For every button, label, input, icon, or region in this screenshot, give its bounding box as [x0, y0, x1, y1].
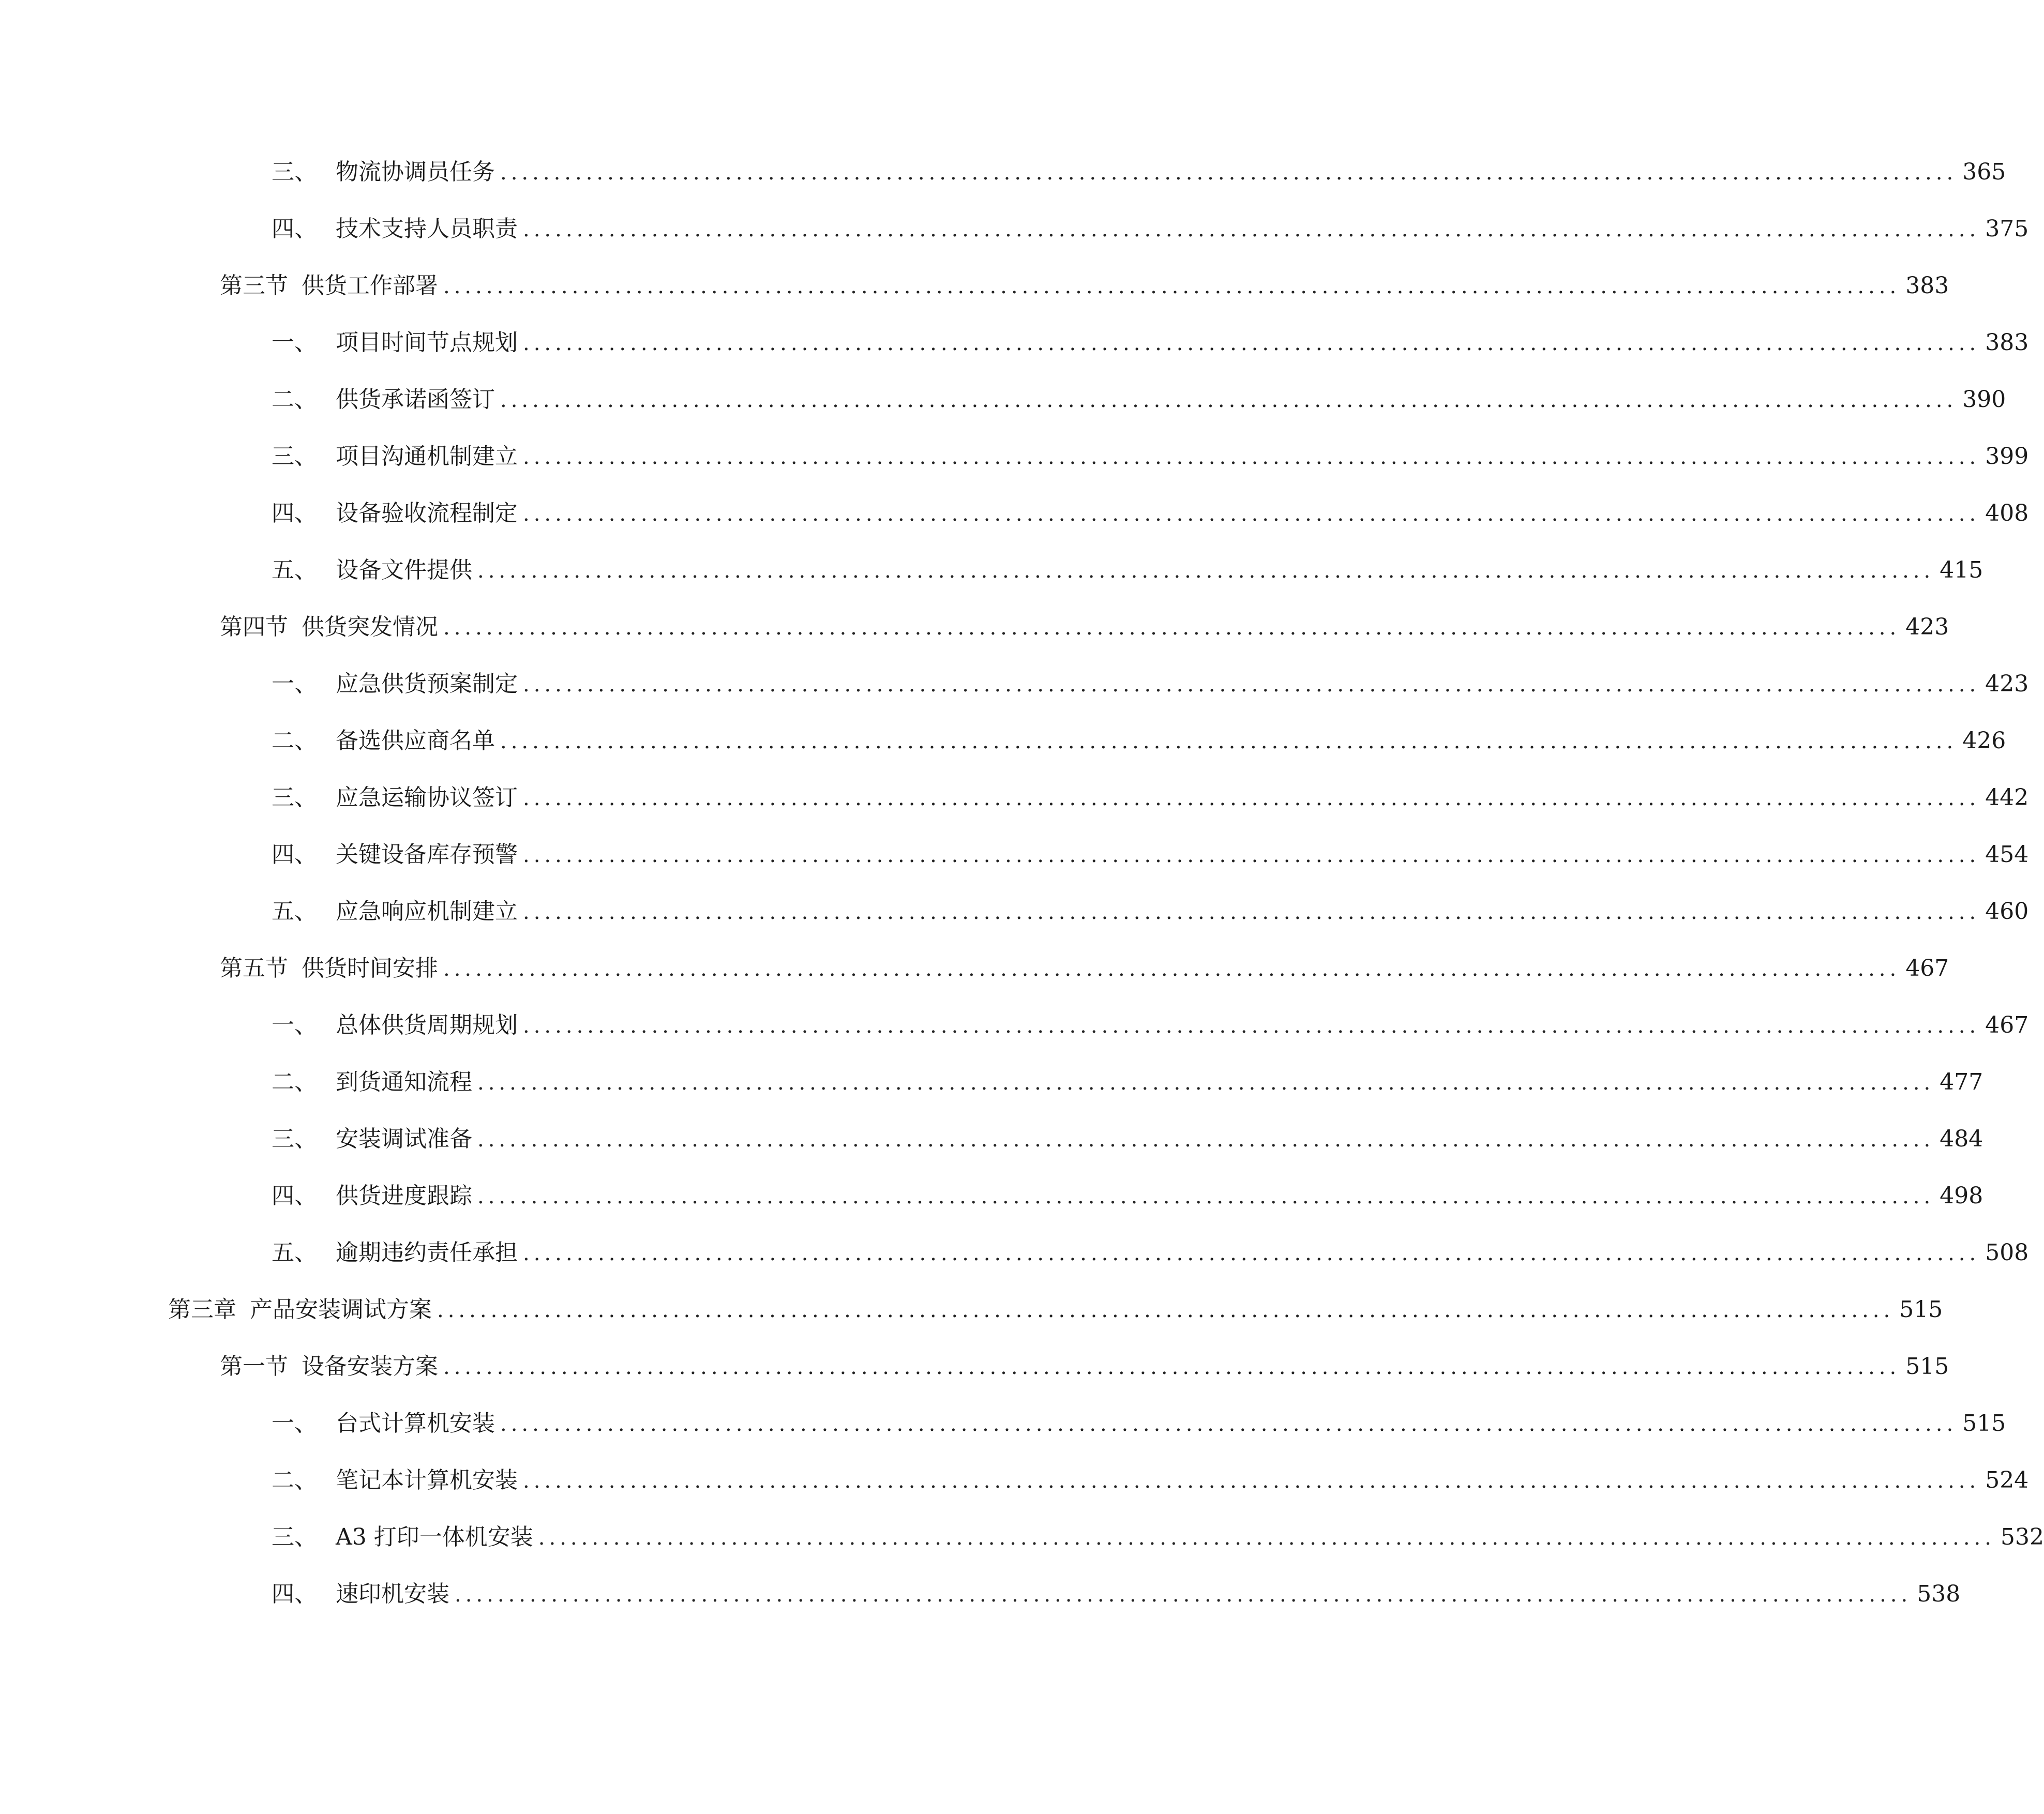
toc-entry-title: 供货承诺函签订 [336, 386, 495, 413]
toc-entry-number: 三、 [272, 443, 317, 470]
toc-entry-number: 二、 [272, 1467, 317, 1493]
toc-entry-title: 设备验收流程制定 [336, 500, 518, 526]
toc-entry[interactable] [272, 1118, 1983, 1160]
toc-entry-title: 供货突发情况 [302, 614, 438, 640]
toc-dot-leader: ........................................................................................................................................ [523, 502, 1980, 526]
toc-entry[interactable] [220, 265, 1949, 307]
toc-entry-number: 四、 [272, 500, 317, 526]
toc-dot-leader: ........................................................................................................................................ [523, 1469, 1980, 1493]
toc-entry[interactable] [272, 834, 2029, 875]
toc-entry-page: 508 [1985, 1239, 2029, 1266]
toc-entry-page: 365 [1962, 159, 2006, 185]
toc-entry[interactable] [220, 948, 1949, 989]
toc-entry-page: 423 [1905, 614, 1949, 640]
toc-entry-number: 第三章 [168, 1296, 236, 1323]
toc-entry-title: 设备安装方案 [302, 1353, 438, 1380]
toc-entry-page: 484 [1940, 1126, 1983, 1152]
toc-dot-leader: ........................................................................................................................................ [477, 559, 1935, 583]
toc-entry-page: 442 [1985, 784, 2029, 811]
toc-entry-number: 三、 [272, 1524, 317, 1550]
toc-entry-page: 538 [1917, 1581, 1961, 1607]
toc-entry-page: 390 [1962, 386, 2006, 413]
toc-entry[interactable] [220, 1346, 1949, 1387]
toc-entry-page: 423 [1985, 671, 2029, 697]
toc-entry[interactable] [272, 1460, 2029, 1501]
toc-dot-leader: ........................................................................................................................................ [500, 1412, 1958, 1436]
toc-entry-number: 三、 [272, 784, 317, 811]
toc-entry-number: 三、 [272, 1126, 317, 1152]
toc-dot-leader: ........................................................................................................................................ [523, 843, 1980, 867]
toc-entry[interactable] [272, 720, 2006, 762]
toc-entry-title: 关键设备库存预警 [336, 841, 518, 868]
toc-entry-page: 515 [1899, 1296, 1943, 1323]
toc-entry-title: 台式计算机安装 [336, 1410, 495, 1437]
toc-entry-title: 速印机安装 [336, 1581, 449, 1607]
toc-entry-number: 第四节 [220, 614, 288, 640]
toc-entry-page: 460 [1985, 898, 2029, 925]
toc-dot-leader: ........................................................................................................................................ [523, 1014, 1980, 1038]
toc-entry-title: 项目沟通机制建立 [336, 443, 518, 470]
toc-dot-leader: ........................................................................................................................................ [443, 957, 1901, 981]
toc-entry-number: 二、 [272, 1069, 317, 1095]
toc-entry-page: 498 [1940, 1183, 1983, 1209]
toc-entry[interactable] [272, 1574, 1961, 1615]
toc-entry-number: 五、 [272, 1239, 317, 1266]
toc-entry-number: 一、 [272, 1012, 317, 1038]
toc-entry[interactable] [272, 322, 2029, 364]
toc-entry-number: 五、 [272, 898, 317, 925]
toc-entry-title: A3 打印一体机安装 [336, 1524, 533, 1550]
toc-dot-leader: ........................................................................................................................................ [523, 218, 1980, 241]
toc-entry-title: 应急运输协议签订 [336, 784, 518, 811]
toc-entry[interactable] [272, 777, 2029, 819]
toc-dot-leader: ........................................................................................................................................ [443, 275, 1901, 298]
toc-entry-number: 二、 [272, 386, 317, 413]
toc-entry-page: 524 [1985, 1467, 2029, 1493]
toc-entry-page: 383 [1905, 273, 1949, 299]
toc-dot-leader: ........................................................................................................................................ [523, 787, 1980, 810]
toc-entry-number: 四、 [272, 1183, 317, 1209]
toc-entry-number: 一、 [272, 671, 317, 697]
toc-entry-number: 第一节 [220, 1353, 288, 1380]
toc-entry-page: 515 [1905, 1353, 1949, 1380]
toc-dot-leader: ........................................................................................................................................ [477, 1128, 1935, 1152]
toc-dot-leader: ........................................................................................................................................ [455, 1583, 1912, 1607]
toc-entry-page: 532 [2000, 1524, 2044, 1550]
toc-entry[interactable] [272, 1005, 2029, 1046]
toc-entry[interactable] [272, 1175, 1983, 1217]
toc-entry-page: 375 [1985, 216, 2029, 242]
toc-entry[interactable] [272, 208, 2029, 250]
toc-entry-number: 四、 [272, 841, 317, 868]
toc-entry-title: 供货进度跟踪 [336, 1183, 472, 1209]
toc-entry-page: 467 [1905, 955, 1949, 981]
toc-entry[interactable] [272, 891, 2029, 932]
toc-entry-title: 笔记本计算机安装 [336, 1467, 518, 1493]
toc-entry-page: 415 [1940, 557, 1983, 583]
toc-entry[interactable] [272, 1062, 1983, 1103]
toc-entry[interactable] [272, 379, 2006, 420]
toc-entry-title: 备选供应商名单 [336, 728, 495, 754]
toc-entry-number: 一、 [272, 329, 317, 356]
toc-entry[interactable] [220, 607, 1949, 648]
toc-entry-number: 第五节 [220, 955, 288, 981]
toc-entry-page: 477 [1940, 1069, 1983, 1095]
toc-entry[interactable] [168, 1289, 1943, 1331]
toc-dot-leader: ........................................................................................................................................ [523, 445, 1980, 469]
toc-dot-leader: ........................................................................................................................................ [500, 730, 1958, 753]
toc-dot-leader: ........................................................................................................................................ [443, 1355, 1901, 1379]
toc-entry-page: 383 [1985, 329, 2029, 356]
toc-entry[interactable] [272, 1232, 2029, 1274]
toc-dot-leader: ........................................................................................................................................ [500, 161, 1958, 185]
toc-entry-title: 技术支持人员职责 [336, 216, 518, 242]
toc-dot-leader: ........................................................................................................................................ [437, 1298, 1895, 1322]
toc-entry-title: 项目时间节点规划 [336, 329, 518, 356]
toc-entry-title: 总体供货周期规划 [336, 1012, 518, 1038]
toc-entry-title: 逾期违约责任承担 [336, 1239, 518, 1266]
toc-entry-number: 第三节 [220, 273, 288, 299]
toc-entry-title: 物流协调员任务 [336, 159, 495, 185]
toc-entry-title: 应急供货预案制定 [336, 671, 518, 697]
toc-dot-leader: ........................................................................................................................................ [443, 616, 1901, 640]
toc-entry[interactable] [272, 1517, 2044, 1558]
toc-dot-leader: ........................................................................................................................................ [523, 331, 1980, 355]
toc-entry-number: 一、 [272, 1410, 317, 1437]
toc-entry-title: 产品安装调试方案 [250, 1296, 432, 1323]
toc-dot-leader: ........................................................................................................................................ [538, 1526, 1995, 1550]
toc-entry-number: 四、 [272, 1581, 317, 1607]
toc-entry[interactable] [272, 493, 2029, 534]
toc-dot-leader: ........................................................................................................................................ [523, 673, 1980, 697]
toc-dot-leader: ........................................................................................................................................ [477, 1071, 1935, 1095]
toc-entry[interactable] [272, 152, 2006, 193]
toc-entry-page: 408 [1985, 500, 2029, 526]
toc-dot-leader: ........................................................................................................................................ [477, 1185, 1935, 1208]
toc-entry[interactable] [272, 550, 1983, 591]
toc-entry-title: 供货时间安排 [302, 955, 438, 981]
toc-dot-leader: ........................................................................................................................................ [523, 900, 1980, 924]
toc-entry[interactable] [272, 436, 2029, 477]
toc-entry[interactable] [272, 1403, 2006, 1444]
toc-entry-page: 426 [1962, 728, 2006, 754]
toc-entry[interactable] [272, 663, 2029, 705]
toc-entry-number: 五、 [272, 557, 317, 583]
toc-entry-title: 安装调试准备 [336, 1126, 472, 1152]
toc-dot-leader: ........................................................................................................................................ [500, 388, 1958, 412]
toc-entry-title: 供货工作部署 [302, 273, 438, 299]
toc-entry-page: 467 [1985, 1012, 2029, 1038]
toc-entry-page: 454 [1985, 841, 2029, 868]
toc-entry-title: 设备文件提供 [336, 557, 472, 583]
toc-entry-number: 三、 [272, 159, 317, 185]
toc-dot-leader: ........................................................................................................................................ [523, 1242, 1980, 1265]
toc-entry-page: 399 [1985, 443, 2029, 470]
toc-entry-title: 应急响应机制建立 [336, 898, 518, 925]
toc-entry-number: 二、 [272, 728, 317, 754]
toc-entry-number: 四、 [272, 216, 317, 242]
toc-entry-title: 到货通知流程 [336, 1069, 472, 1095]
toc-entry-page: 515 [1962, 1410, 2006, 1437]
